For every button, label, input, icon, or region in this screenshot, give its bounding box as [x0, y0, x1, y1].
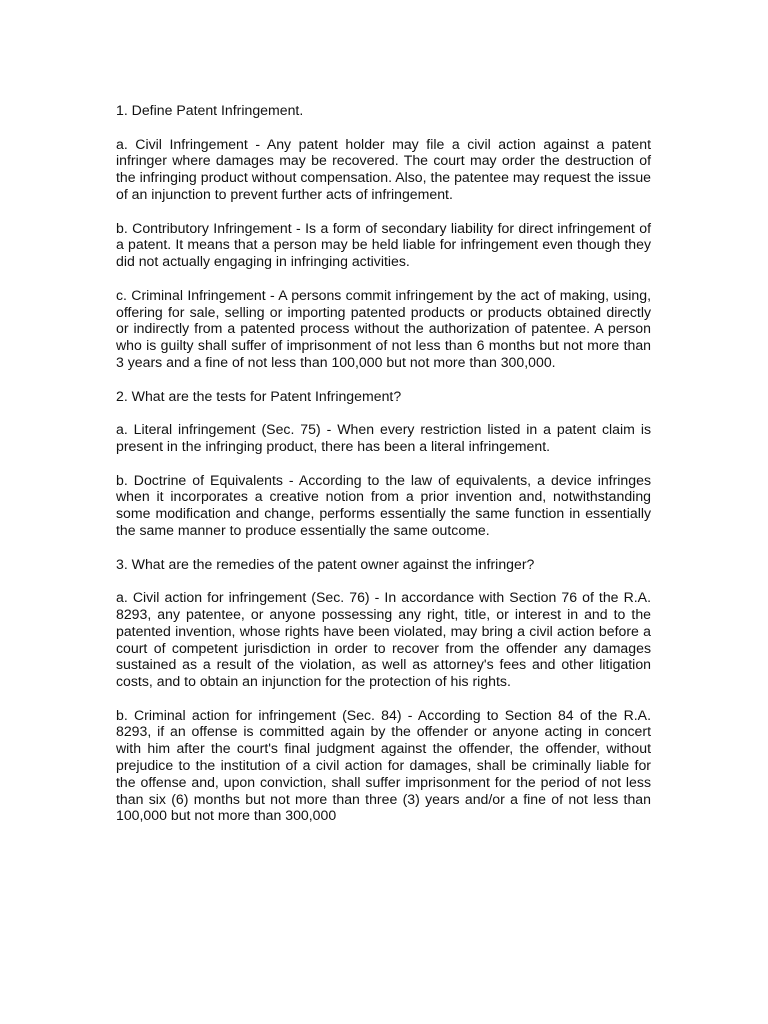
question-1-heading: 1. Define Patent Infringement.	[116, 102, 304, 118]
civil-action-paragraph: a. Civil action for infringement (Sec. 76) - In accordance with Section 76 of the R.A. 8293, any patentee, or anyone possessing any right, title, or interest in and to the patented invention, whose rights have been violated, may bring a civil action before a court of competent jurisdiction in order to recover from the offender any damages sustained as a result of the violation, as well as attorney's fees and other litigation costs, and to obtain an injunction for the protection of his rights.	[116, 589, 651, 690]
doctrine-of-equivalents-paragraph: b. Doctrine of Equivalents - According to the law of equivalents, a device infringes when it incorporates a creative notion from a prior invention and, notwithstanding some modification and change, performs essentially the same function in essentially the same manner to produce essentially the same outcome.	[116, 471, 651, 538]
criminal-infringement-paragraph: c. Criminal Infringement - A persons commit infringement by the act of making, using, offering for sale, selling or importing patented products or products obtained directly or indirectly from a patented process without the authorization of patentee. A person who is guilty shall suffer of imprisonment of not less than 6 months but not more than 3 years and a fine of not less than 100,000 but not more than 300,000.	[116, 286, 651, 370]
question-2-heading: 2. What are the tests for Patent Infringement?	[116, 387, 402, 404]
civil-infringement-paragraph: a. Civil Infringement - Any patent holder may file a civil action against a patent infringer where damages may be recovered. The court may order the destruction of the infringing product without compensation. Also, the patentee may request the issue of an injunction to prevent further acts of infringement.	[116, 135, 651, 202]
literal-infringement-paragraph: a. Literal infringement (Sec. 75) - When every restriction listed in a patent claim is present in the infringing product, there has been a literal infringement.	[116, 421, 651, 454]
document-page	[116, 102, 651, 841]
question-3-heading: 3. What are the remedies of the patent owner against the infringer?	[116, 555, 535, 572]
contributory-infringement-paragraph: b. Contributory Infringement - Is a form of secondary liability for direct infringement of a patent. It means that a person may be held liable for infringement even though they did not actually engaging in infringing activities.	[116, 219, 651, 270]
criminal-action-paragraph: b. Criminal action for infringement (Sec. 84) - According to Section 84 of the R.A. 8293, if an offense is committed again by the offender or anyone acting in concert with him after the court's final judgment against the offender, the offender, without prejudice to the institution of a civil action for damages, shall be criminally liable for the offense and, upon conviction, shall suffer imprisonment for the period of not less than six (6) months but not more than three (3) years and/or a fine of not less than 100,000 but not more than 300,000	[116, 706, 651, 824]
